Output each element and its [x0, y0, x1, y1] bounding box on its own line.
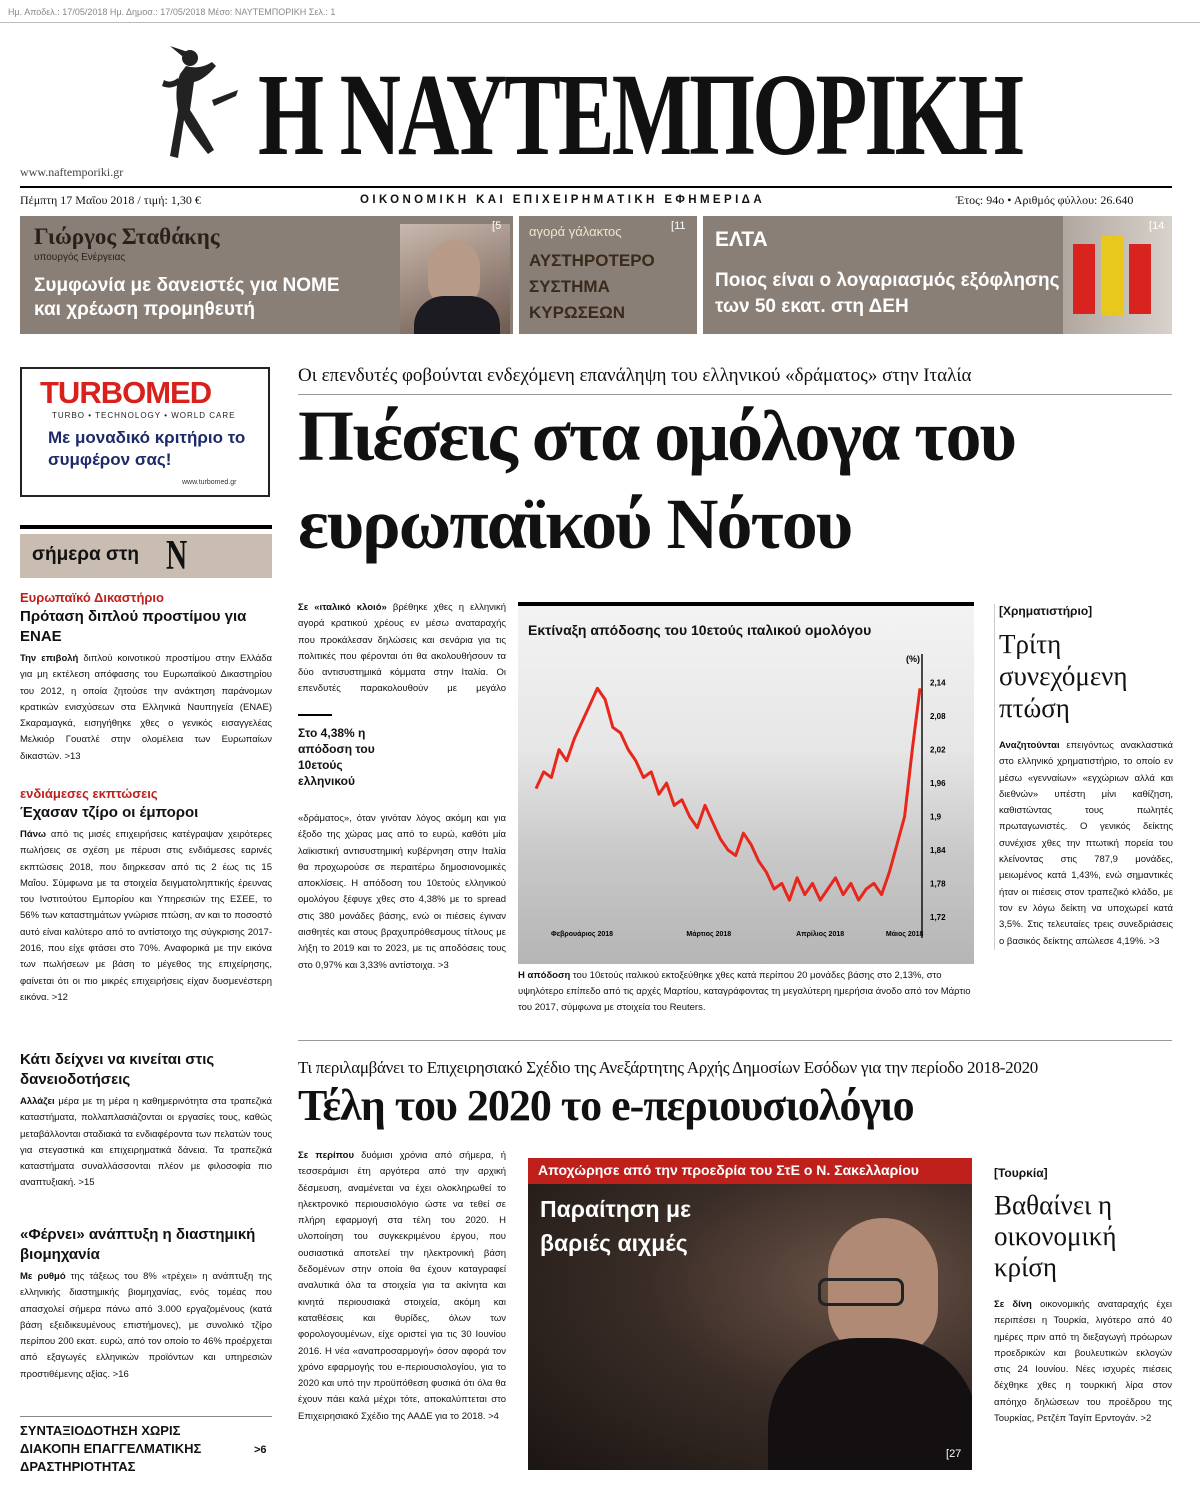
teaser-kicker: αγορά γάλακτος [529, 224, 622, 239]
yield-chart [518, 606, 974, 964]
today-banner [20, 534, 272, 578]
ad-tagline: TURBO • TECHNOLOGY • WORLD CARE [52, 411, 236, 420]
story-body: Αλλάζει μέρα με τη μέρα η καθημερινότητα στα τραπεζικά καταστήματα, πολλαπλασιάζονται οι εργασίες τους, καθώς μεταβάλλονται σταδιακά τα ενδιαφέροντα των πελατών τους για στεγαστικά και επιχειρηματικά δάνεια. Τα τραπεζικά καταστήματα συναλλάσσονται πλέον με φιλοσοφία πιο αναπτυξιακή. >15 [20, 1096, 272, 1189]
x-tick-label: Μάρτιος 2018 [686, 931, 732, 938]
sidebar-footer-page: >6 [254, 1444, 267, 1456]
y-tick-label: 1,84 [930, 845, 946, 855]
sidebar-footer[interactable]: ΣΥΝΤΑΞΙΟΔΟΤΗΣΗ ΧΩΡΙΣ ΔΙΑΚΟΠΗ ΕΠΑΓΓΕΛΜΑΤΙΚΗΣ ΔΡΑΣΤΗΡΙΟΤΗΤΑΣ [20, 1423, 202, 1474]
sidebar-story-loans [20, 1050, 272, 1192]
story-label: Ευρωπαϊκό Δικαστήριο [20, 590, 164, 605]
teaser-name: Γιώργος Σταθάκης [34, 224, 220, 249]
y-tick-label: 1,9 [930, 812, 942, 822]
y-unit-label: (%) [906, 654, 920, 664]
photo-page: [27 [946, 1448, 962, 1460]
lead-body-bottom [298, 811, 506, 974]
y-tick-label: 1,78 [930, 879, 946, 889]
markets-label: [Χρηματιστήριο] [999, 604, 1093, 618]
lead-body-wrap [398, 697, 506, 811]
lead-headline: Πιέσεις στα ομόλογα του ευρωπαϊκού Νότου [298, 396, 1015, 564]
today-label: σήμερα στη [32, 544, 140, 565]
chart-panel [518, 606, 974, 964]
story-body: Με ρυθμό της τάξεως του 8% «τρέχει» η ανάπτυξη της ελληνικής διαστημικής βιομηχανίας, ενός τομέας που απασχολεί σήμερα πάνω από 3.000 εργαζομένους (κατά βάση εξειδικευμένους επιστήμονες), με συνολικό τζίρο περίπου 200 εκατ. ευρώ, από τον οποίο το 46% προέρχεται από εξαγωγές ελληνικών προϊόντων και υπηρεσιών προστιθέμενης αξίας. >16 [20, 1271, 272, 1380]
sidebar-story-space [20, 1225, 272, 1383]
date-price: Πέμπτη 17 Μαΐου 2018 / τιμή: 1,30 € [20, 193, 201, 207]
lead-body-rest: «δράματος», όταν γινόταν λόγος ακόμη και για έξοδο της χώρας μας από το ευρώ, καθότι μία λαϊκιστική αντισυστημική κυβέρνηση στην Ιταλία θα προχωρούσε σε περαιτέρω δημοσιονομικές αποκλίσεις. Η απόδοση του 10ετούς ελληνικού ομολόγου ξέφυγε χθες στο 4,38% με το spread στις 380 μονάδες βάσης, ενώ οι πιέσεις έγιναν αισθητές και στους βραχυπρόθεσμους τίτλους με λήξη το 2019 και το 2023, με τις αποδόσεις τους στο 0,97% και 3,33% αντίστοιχα. >3 [298, 813, 506, 971]
website-url[interactable]: www.naftemporiki.gr [20, 165, 124, 179]
y-tick-label: 2,08 [930, 712, 946, 722]
chart-title: Εκτίναξη απόδοσης του 10ετούς ιταλικού ομολόγου [528, 622, 872, 638]
teaser-page: [11 [671, 220, 686, 232]
lead-kicker: Οι επενδυτές φοβούνται ενδεχόμενη επανάληψη του ελληνικού «δράματος» στην Ιταλία [298, 365, 972, 386]
masthead-title: Η ΝΑΥΤΕΜΠΟΡΙΚΗ [258, 49, 1022, 180]
markets-title: Τρίτη συνεχόμενη πτώση [999, 629, 1128, 723]
minister-photo [400, 224, 510, 334]
teaser-page: [14 [1149, 220, 1165, 232]
photo-story[interactable] [528, 1158, 972, 1470]
second-story-body: Σε περίπου δυόμισι χρόνια από σήμερα, ή τεσσεράμισι έτη αργότερα από την αρχική δέσμευση, αναμένεται να έχει ολοκληρωθεί το ηλεκτρονικό περιουσιολόγιο ώστε να τεθεί σε πλήρη εφαρμογή στα τέλη του 2020. Η υλοποίηση του συγκεκριμένου έργου, που ουσιαστικά αποτελεί την ηλεκτρονική βάση δεδομένων στην οποία θα έχουν καταγραφεί αναλυτικά όλα τα στοιχεία για τα ακίνητα και κινητά περιουσιακά στοιχεία, ακόμη και καταθέσεις και θυρίδες, όλων των φορολογουμένων, είχε οριστεί για τις 30 Ιουνίου 2016. Η νέα «αναπροσαρμογή» όσον αφορά τον χρόνο εφαρμογής του e-περιουσιολογίου, για το 2020 και υπό την προϋπόθεση φυσικά ότι όλα θα έχουν πάει καλά μέχρι τότε, αποκαλύπτεται στο Επιχειρησιακό Σχέδιο της ΑΑΔΕ για το 2018. >4 [298, 1150, 506, 1422]
teaser-text: ΑΥΣΤΗΡΟΤΕΡΟ ΣΥΣΤΗΜΑ ΚΥΡΩΣΕΩΝ [529, 251, 655, 322]
meta-line: Ημ. Αποδελ.: 17/05/2018 Ημ. Δημοσ.: 17/05/2018 Μέσο: ΝΑΥΤΕΜΠΟΡΙΚΗ Σελ.: 1 [8, 7, 336, 17]
lead-body-top: Σε «ιταλικό κλοιό» βρέθηκε χθες η ελληνική αγορά κρατικού χρέους εν μέσω αναταραχής που προκάλεσαν δηλώσεις και σενάρια για τις πολιτικές που φέρονται ότι θα ακολουθήσουν τα δύο αντισυστημικά κόμματα στην Ιταλία. Οι επενδυτές παρακολουθούν με μεγάλο [298, 602, 506, 695]
x-tick-label: Φεβρουάριος 2018 [551, 931, 614, 938]
y-tick-label: 2,14 [930, 678, 946, 688]
turkey-body: Σε δίνη οικονομικής αναταραχής έχει περιπέσει η Τουρκία, λιγότερο από 40 ημέρες πριν από τη διεξαγωγή πρόωρων προεδρικών και βουλευτικών εκλογών στις 24 Ιουνίου. Νέες ισχυρές πιέσεις δέχθηκε χθες η τουρκική λίρα στον απόηχο δηλώσεων του προέδρου της Τουρκίας, Ρετζέπ Ταγίπ Ερντογάν. >2 [994, 1299, 1172, 1425]
today-letter: Ν [166, 533, 188, 579]
y-tick-label: 1,72 [930, 912, 946, 922]
teaser-page: [5 [492, 220, 502, 232]
story-body: Πάνω από τις μισές επιχειρήσεις κατέγραψαν χειρότερες πωλήσεις σε σχέση με πέρυσι στις ενδιάμεσες εαρινές εκπτώσεις 2018, που διηρκεσαν από τις 2 έως τις 15 Μαΐου. Σύμφωνα με τα στοιχεία δειγματοληπτικής έρευνας του Ινστιτούτου Εμπορίου και Υπηρεσιών της ΕΣΕΕ, το 56% των καταστημάτων γνώρισε πτώση, αν και το ποσοστό αυτό είναι καλύτερο από το αντίστοιχο της σύγκρισης 2017-2016, που είχε φτάσει στο 70%. Αναφορικά με την εικόνα των πωλήσεων με βάση το μέγεθος της επιχείρησης, φαίνεται ότι οι πιο μικρές επιχειρήσεις είχαν δυσμενέστερη εικόνα. >12 [20, 829, 272, 1003]
turbomed-ad[interactable] [20, 367, 270, 497]
teaser-text: Συμφωνία με δανειστές για ΝΟΜΕ και χρέωση προμηθευτή [34, 275, 340, 320]
teaser-kicker: ΕΛΤΑ [715, 228, 768, 251]
second-kicker: Τι περιλαμβάνει το Επιχειρησιακό Σχέδιο της Ανεξάρτητης Αρχής Δημοσίων Εσόδων για την περίοδο 2018-2020 [298, 1058, 1038, 1077]
hermes-figure-icon [160, 40, 240, 180]
chart-caption: Η απόδοση του 10ετούς ιταλικού εκτοξεύθηκε χθες κατά περίπου 20 μονάδες βάσης στο 2,13%, στο υψηλότερο επίπεδο από τις αρχές Μαρτίου, καταγράφοντας τη μεγαλύτερη ημερήσια άνοδο από τον Μάρτιο του 2017, σύμφωνα με στοιχεία του Reuters. [518, 970, 971, 1013]
markets-story [994, 604, 1173, 950]
turkey-story [994, 1166, 1172, 1427]
story-title: Πρόταση διπλού προστίμου για ΕΝΑΕ [20, 608, 247, 645]
ad-brand: TURBOMED [40, 375, 212, 410]
ad-url: www.turbomed.gr [182, 479, 237, 486]
story-label: ενδιάμεσες εκπτώσεις [20, 786, 158, 801]
teaser-milk[interactable] [519, 216, 697, 334]
mailboxes-photo [1063, 216, 1172, 334]
ad-slogan: Με μοναδικό κριτήριο το συμφέρον σας! [48, 428, 246, 469]
x-tick-label: Μάιος 2018 [885, 931, 924, 938]
y-tick-label: 1,96 [930, 779, 946, 789]
teaser-elta[interactable] [703, 216, 1172, 334]
sidebar-story-enae [20, 590, 272, 765]
story-body: Την επιβολή διπλού κοινοτικού προστίμου στην Ελλάδα για μη εκτέλεση απόφασης του Ευρωπαϊκού Δικαστηρίου του 2012, η οποία ζητούσε την ανάκτηση παράνομων κρατικών ενισχύσεων στα Ελληνικά Ναυπηγεία (ΕΝΑΕ) Σκαραμαγκά, εισηγήθηκε χθες ο γενικός εισαγγελέας Μελκιόρ Γουατλέ στην ολομέλεια των Ευρωπαίων δικαστών. >13 [20, 653, 272, 762]
story-title: Κάτι δείχνει να κινείται στις δανειοδοτήσεις [20, 1051, 215, 1088]
turkey-title: Βαθαίνει η οικονομική κρίση [994, 1190, 1117, 1282]
lead-body-column [298, 600, 506, 696]
issue-number: Έτος: 94ο • Αριθμός φύλλου: 26.640 [956, 193, 1134, 207]
x-tick-label: Απρίλιος 2018 [796, 931, 845, 938]
sidebar-story-sales [20, 786, 272, 1006]
photo-banner: Αποχώρησε από την προεδρία του ΣτΕ ο Ν. Σακελλαρίου [538, 1162, 919, 1178]
second-headline: Τέλη του 2020 το e-περιουσιολόγιο [298, 1081, 914, 1130]
teaser-stathakis[interactable] [20, 216, 513, 334]
tagline: ΟΙΚΟΝΟΜΙΚΗ ΚΑΙ ΕΠΙΧΕΙΡΗΜΑΤΙΚΗ ΕΦΗΜΕΡΙΔΑ [360, 194, 766, 206]
photo-title: Παραίτηση με βαριές αιχμές [540, 1196, 691, 1256]
markets-body: Αναζητούνται επειγόντως ανακλαστικά στο ελληνικό χρηματιστήριο, το οποίο εν μέσω «γενναίων» «εγχώριων αλλά και διεθνών» υπέστη μίνι καθίζηση, καθιστώντας τους πωλητές πρωταγωνιστές. Ο γενικός δείκτης συνέχισε χθες την πτωτική πορεία του κλείνοντας στις 787,9 μονάδες, μειωμένος κατά 1,43%, ενώ σημαντικές ήταν οι πιέσεις στον τραπεζικό κλάδο, με τον εν λόγω δείκτη να υποχωρεί κατά 3,5%. Στις τελευταίες τρεις συνεδριάσεις ο βασικός δείκτης απώλεσε 4,19%. >3 [999, 740, 1173, 947]
y-tick-label: 2,02 [930, 745, 946, 755]
story-title: Έχασαν τζίρο οι έμποροι [20, 804, 199, 821]
turkey-label: [Τουρκία] [994, 1166, 1048, 1180]
teaser-role: υπουργός Ενέργειας [34, 252, 126, 263]
story-title: «Φέρνει» ανάπτυξη η διαστημική βιομηχανία [20, 1226, 256, 1263]
yield-series-line [536, 688, 920, 900]
teaser-text: Ποιος είναι ο λογαριασμός εξόφλησης των 50 εκατ. στη ΔΕΗ [715, 270, 1060, 317]
lead-pullquote: Στο 4,38% η απόδοση του 10ετούς ελληνικού [298, 726, 375, 788]
